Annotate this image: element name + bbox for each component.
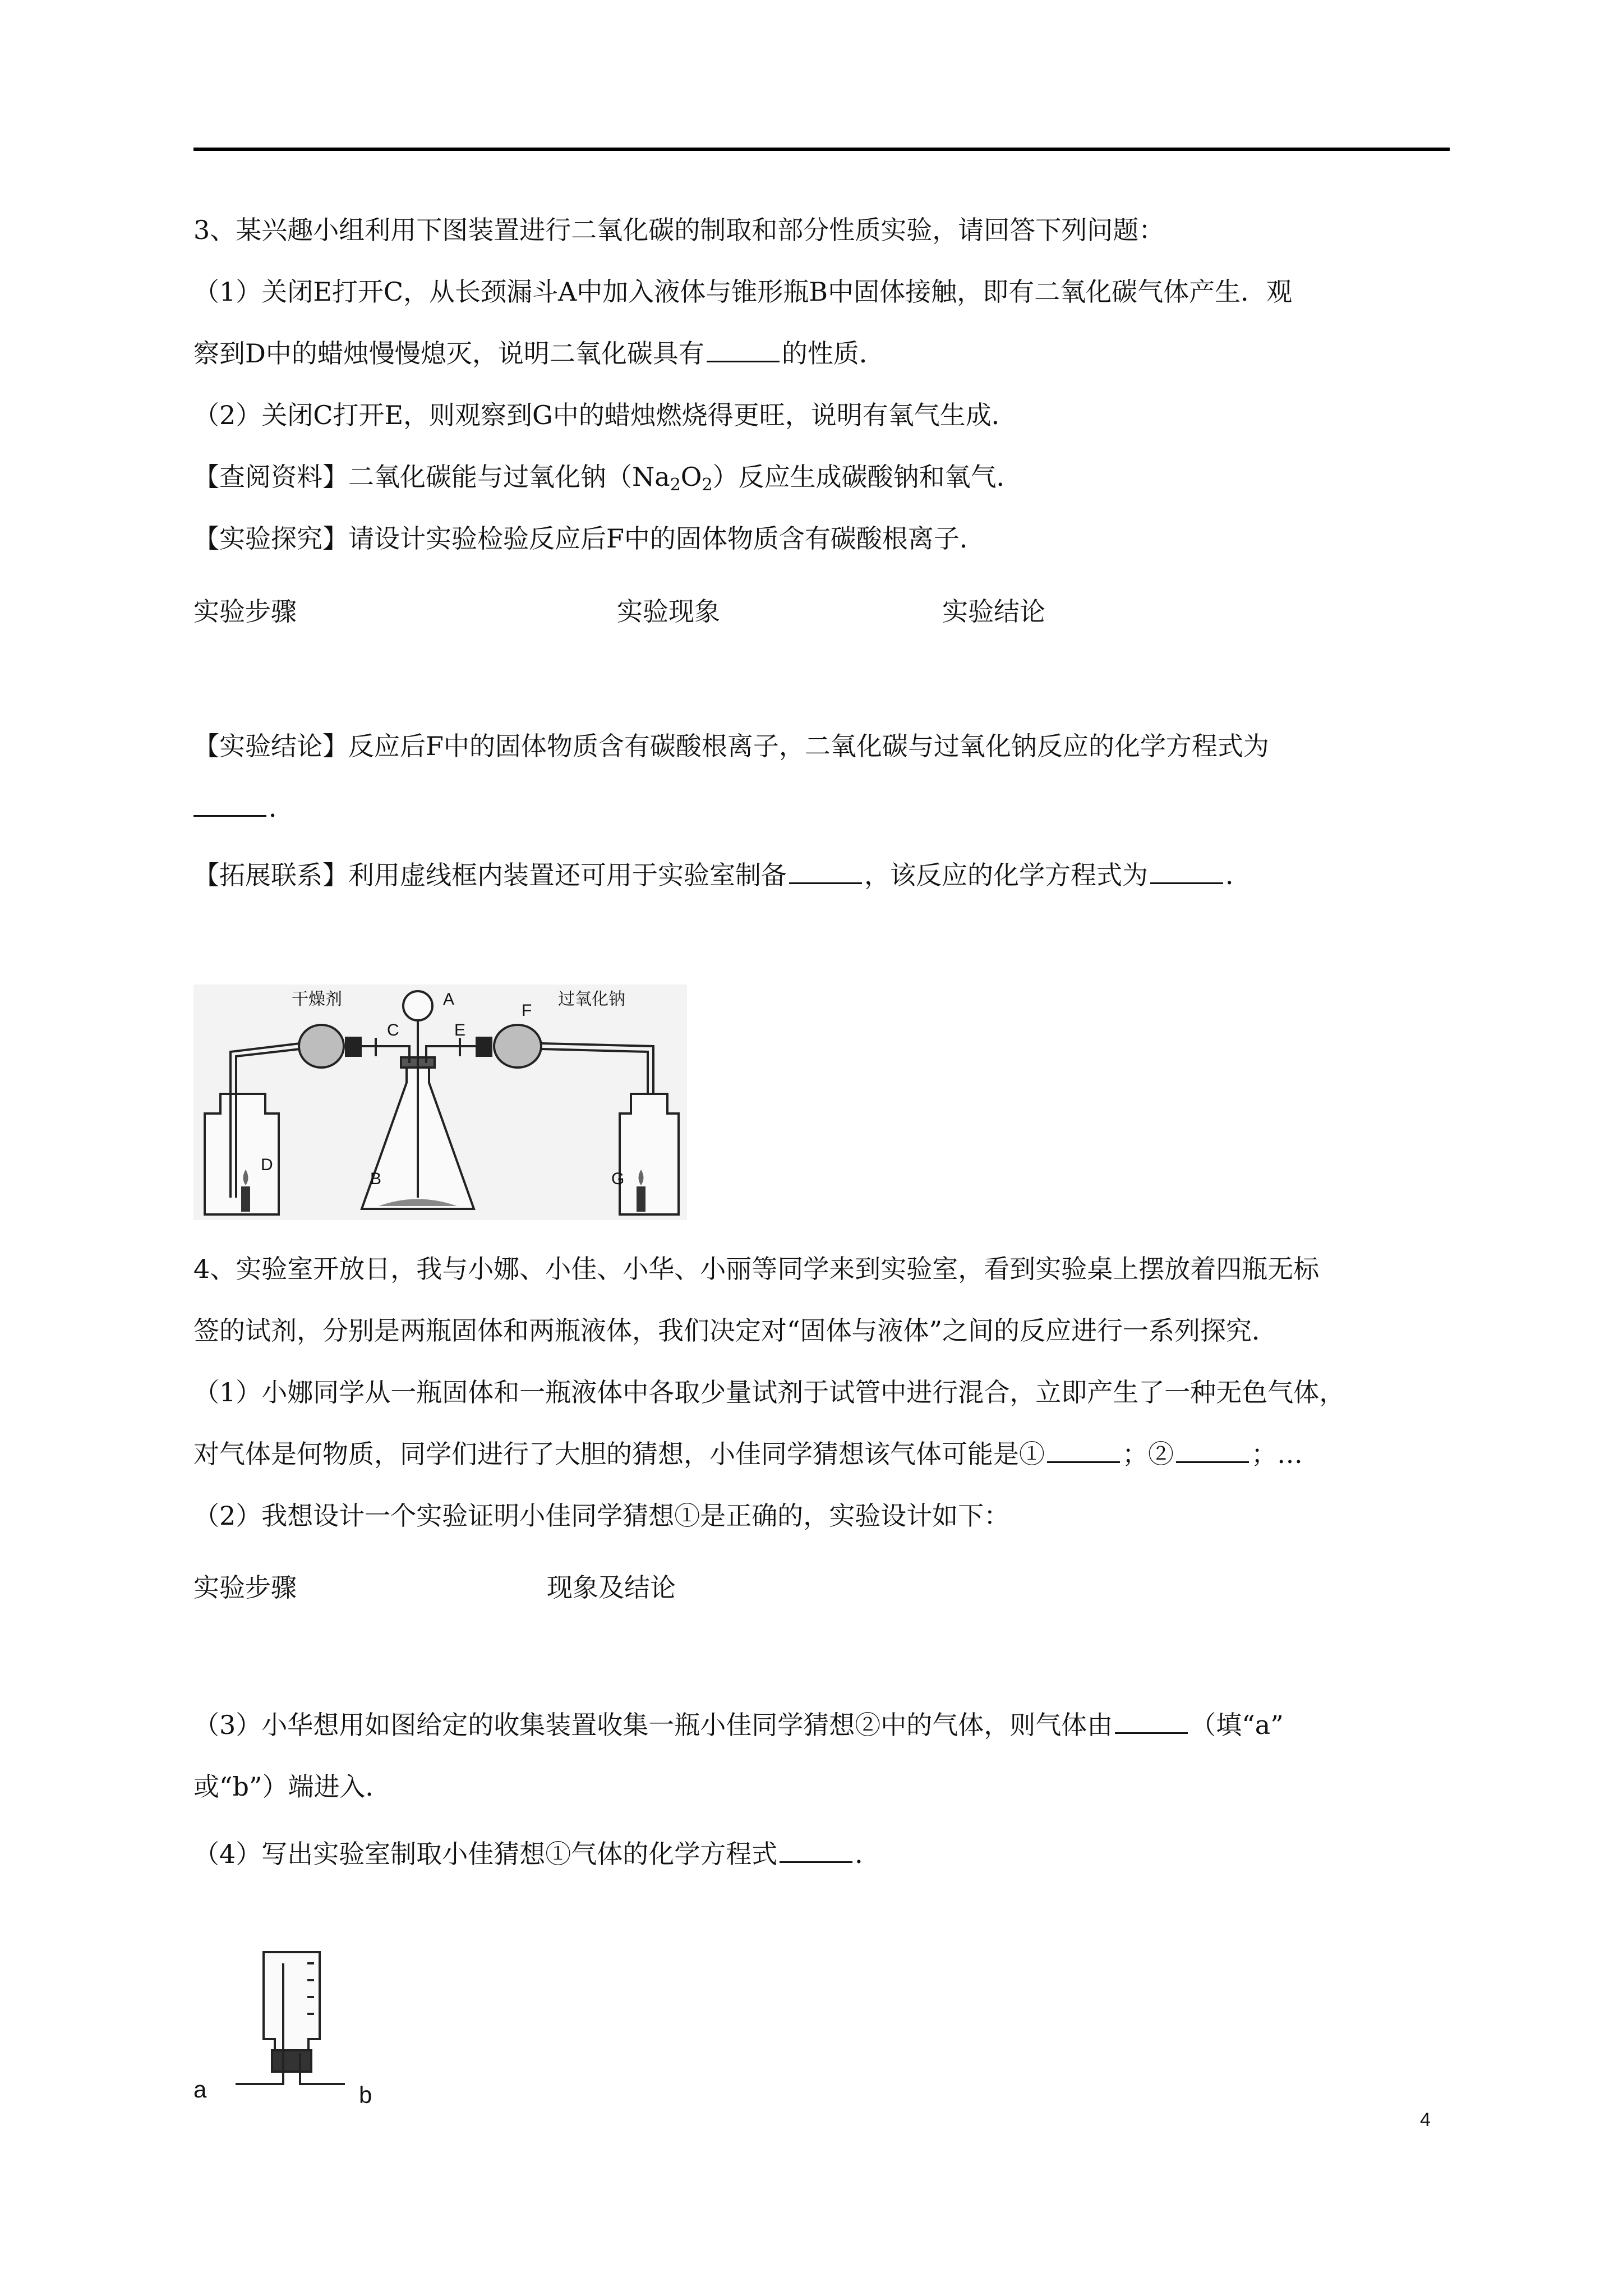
q4-table-header-steps: 实验步骤 — [193, 1572, 297, 1603]
answer-blank[interactable] — [1150, 860, 1223, 884]
q4-intro-line2: 签的试剂，分别是两瓶固体和两瓶液体，我们决定对“固体与液体”之间的反应进行一系列探究． — [193, 1315, 1278, 1346]
gas-collection-bottle-figure — [224, 1947, 370, 2098]
q3-conclusion: 【实验结论】反应后F中的固体物质含有碳酸根离子，二氧化碳与过氧化钠反应的化学方程式为 — [193, 731, 1269, 761]
answer-blank[interactable] — [1115, 1710, 1188, 1734]
fig-label-b-port: b — [359, 2082, 372, 2108]
q3-table-header-steps: 实验步骤 — [193, 596, 297, 627]
q4-table-header-result: 现象及结论 — [547, 1572, 676, 1603]
q4-part1-line1: （1）小娜同学从一瓶固体和一瓶液体中各取少量试剂于试管中进行混合，立即产生了一种无色气体， — [193, 1377, 1345, 1407]
fig-label-f: F — [522, 1001, 532, 1020]
answer-blank[interactable] — [1047, 1439, 1120, 1463]
q4-part1-line2: 对气体是何物质，同学们进行了大胆的猜想，小佳同学猜想该气体可能是① ；② ；… — [193, 1439, 1303, 1469]
q4-part3-line2: 或“b”）端进入． — [193, 1772, 391, 1802]
fig-label-d: D — [261, 1156, 273, 1174]
header-rule — [193, 148, 1450, 151]
q4-part3-line1: （3）小华想用如图给定的收集装置收集一瓶小佳同学猜想②中的气体，则气体由 （填“a” — [193, 1710, 1284, 1740]
fig-label-sodium-peroxide: 过氧化钠 — [558, 990, 625, 1009]
q4-intro-line1: 4、实验室开放日，我与小娜、小佳、小华、小丽等同学来到实验室，看到实验桌上摆放着四瓶无标 — [193, 1254, 1320, 1284]
fig-label-c: C — [387, 1021, 399, 1039]
q3-intro: 3、某兴趣小组利用下图装置进行二氧化碳的制取和部分性质实验，请回答下列问题： — [193, 215, 1165, 245]
answer-blank[interactable] — [193, 793, 266, 817]
answer-blank[interactable] — [707, 338, 780, 362]
q4-part2: （2）我想设计一个实验证明小佳同学猜想①是正确的，实验设计如下： — [193, 1501, 1010, 1531]
fig-label-g: G — [611, 1170, 625, 1188]
q4-part4: （4）写出实验室制取小佳猜想①气体的化学方程式 ． — [193, 1839, 881, 1869]
q3-extension: 【拓展联系】利用虚线框内装置还可用于实验室制备 ，该反应的化学方程式为 ． — [193, 860, 1251, 890]
fig-label-a-port: a — [193, 2076, 207, 2102]
q3-part1-line1: （1）关闭E打开C，从长颈漏斗A中加入液体与锥形瓶B中固体接触，即有二氧化碳气体产生．观 — [193, 277, 1293, 307]
fig-label-a: A — [443, 990, 455, 1009]
page-number: 4 — [1420, 2109, 1431, 2131]
answer-blank[interactable] — [1176, 1439, 1249, 1463]
q3-part2: （2）关闭C打开E，则观察到G中的蜡烛燃烧得更旺，说明有氧气生成． — [193, 400, 1017, 430]
fig-label-b: B — [370, 1170, 382, 1188]
answer-blank[interactable] — [789, 860, 862, 884]
q3-table-header-phenomena: 实验现象 — [617, 596, 720, 627]
q3-explore: 【实验探究】请设计实验检验反应后F中的固体物质含有碳酸根离子． — [193, 523, 985, 554]
q3-table-header-conclusion: 实验结论 — [942, 596, 1045, 627]
answer-blank[interactable] — [780, 1839, 852, 1863]
q3-reference-info: 【查阅资料】二氧化碳能与过氧化钠$(Na_2O_2)$反应生成碳酸钠和氧气． — [193, 462, 1022, 495]
fig-label-e: E — [454, 1021, 466, 1039]
q3-part1-line2: 察到D中的蜡烛慢慢熄灭，说明二氧化碳具有 的性质． — [193, 338, 885, 369]
q3-conclusion-answer: ． — [193, 791, 294, 825]
fig-label-desiccant: 干燥剂 — [292, 990, 342, 1009]
